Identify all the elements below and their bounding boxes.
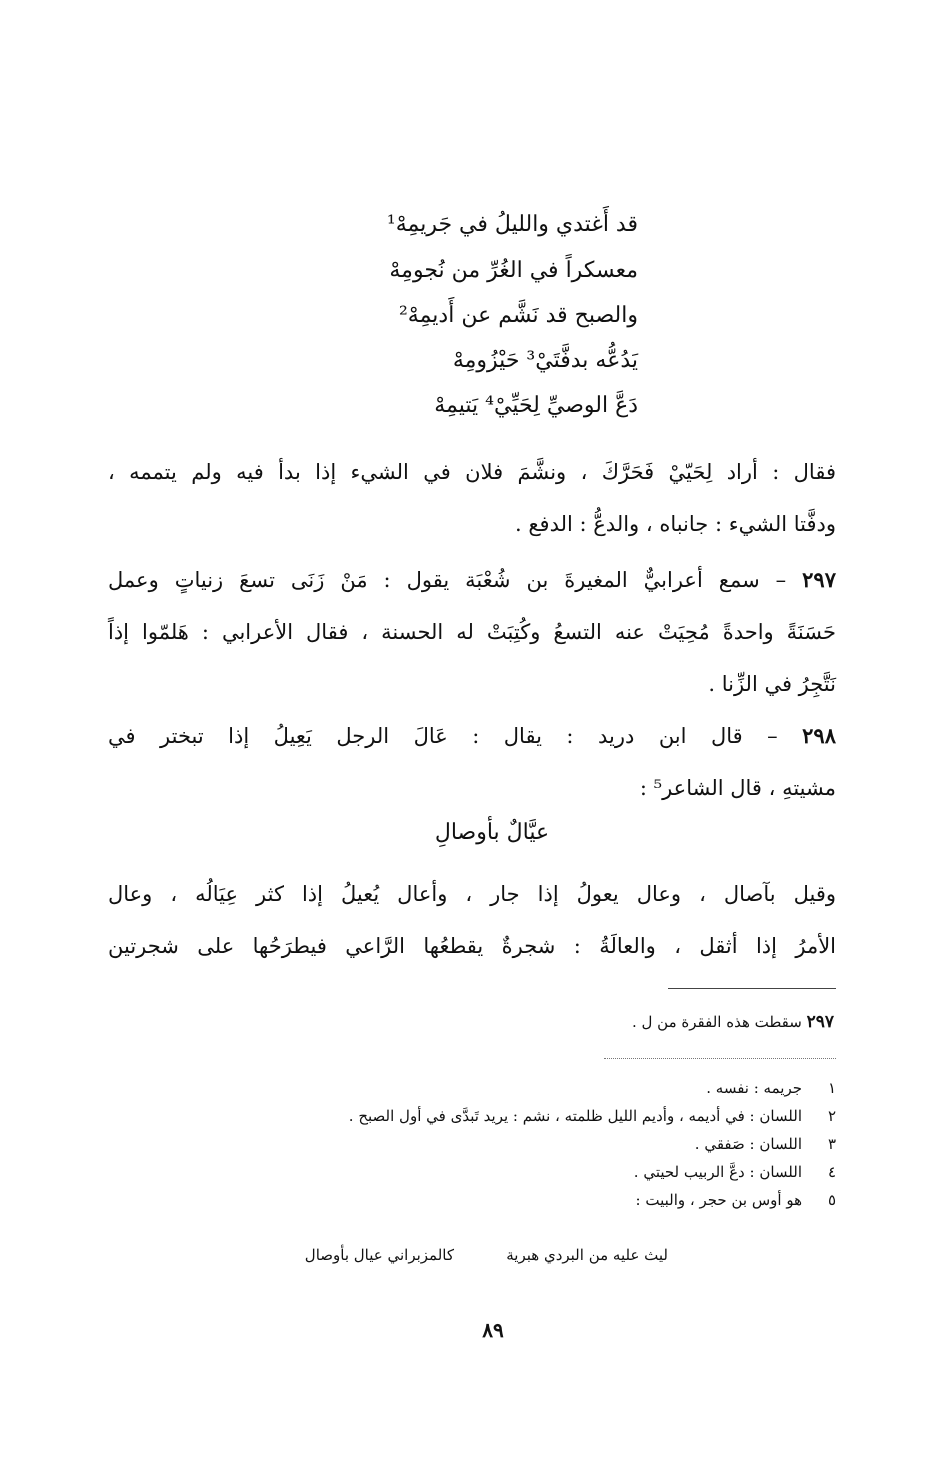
verse-line: والصبح قد نَشَّم عن أَديمِهْ² [398,303,638,328]
text-line: مشيتهِ ، قال الشاعر⁵ : [639,776,836,800]
verse-line: قد أَغتدي والليلُ في جَريمِهْ¹ [386,212,638,237]
footnote-number: ٣ [827,1135,836,1153]
footnote-number: ٤ [827,1163,836,1181]
text-line: – سمع أعرابيٌّ المغيرةَ بن شُعْبَة يقول : مَنْ زَنَى تسعَ زنياتٍ وعمل [108,568,787,592]
page-number: ٨٩ [482,1318,504,1342]
text-line: وقيل بآصال ، وعال يعولُ إذا جار ، وأعال يُعيلُ إذا كثر عِيَالُه ، وعال [108,882,836,906]
entry-297 [108,554,836,710]
entry-number: ٢٩٨ [802,723,836,748]
footnotes-list [349,1074,836,1214]
entry-298 [108,710,836,814]
verse-commentary [108,446,836,550]
footnote-text: اللسان : دعَّ الربيب لحيتي . [633,1163,802,1181]
paragraph [108,868,836,972]
text-line: فقال : أراد لِحَيّيْ فَحَرَّكَ ، ونشَّمَ فلان في الشيء إذا بدأ فيه ولم يتممه ، [108,460,836,484]
dotted-separator [604,1058,836,1059]
footnote-item [349,1130,836,1158]
verse-line: دَعَّ الوصيِّ لِحَيِّيْ⁴ يَتيمِهْ [434,393,638,418]
text-line: حَسَنَةً واحدةً مُحِيَتْ عنه التسعُ وكُتِبَتْ له الحسنة ، فقال الأعرابي : هَلمّوا إذاً [108,620,836,644]
footnote-text: اللسان : صَفقي . [694,1135,802,1153]
text-line: – قال ابن دريد : يقال : عَالَ الرجل يَعِيلُ إذا تبختر في [108,724,778,748]
verse-line: يَدُعُّه بدفَّتَيْ³ حَيْزُومِهْ [452,348,638,373]
footnote-number: ٢ [827,1107,836,1125]
footnote-separator [668,988,836,989]
footnote-item [349,1158,836,1186]
footnote-item [349,1186,836,1214]
verse-line: معسكراً في الغُرِّ من نُجومِهْ [389,258,638,283]
footnote-text: جريمه : نفسه . [706,1079,802,1097]
footnote-number: ٥ [827,1191,836,1209]
footnote-number: ١ [827,1079,836,1097]
footnote-item [349,1102,836,1130]
footnote-variant [632,1012,834,1032]
footnote-text: هو أوس بن حجر ، والبيت : [635,1191,802,1209]
text-line: نَتَّجِرُ في الزِّنا . [708,672,836,696]
footnote-text: سقطت هذه الفقرة من ل . [631,1013,802,1031]
footnote-verse-hemistich-1: ليث عليه من البردي هبرية [506,1246,668,1264]
quote-hemistich: عيَّالٌ بأوصالِ [434,820,550,845]
footnote-text: اللسان : في أديمه ، وأديم الليل ظلمته ، نشم : يريد تَبدَّى في أول الصبح . [348,1107,802,1125]
footnote-entry-number: ٢٩٧ [806,1012,834,1032]
text-line: ودفَّتا الشيء : جانباه ، والدعُّ : الدفع . [515,512,836,536]
entry-number: ٢٩٧ [802,567,836,592]
footnote-item [349,1074,836,1102]
text-line: الأمرُ إذا أثقل ، والعالَةُ : شجرةٌ يقطعُها الرَّاعي فيطرَحُها على شجرتين [108,934,836,958]
footnote-verse-hemistich-2: كالمزبراني عيال بأوصال [304,1246,454,1264]
